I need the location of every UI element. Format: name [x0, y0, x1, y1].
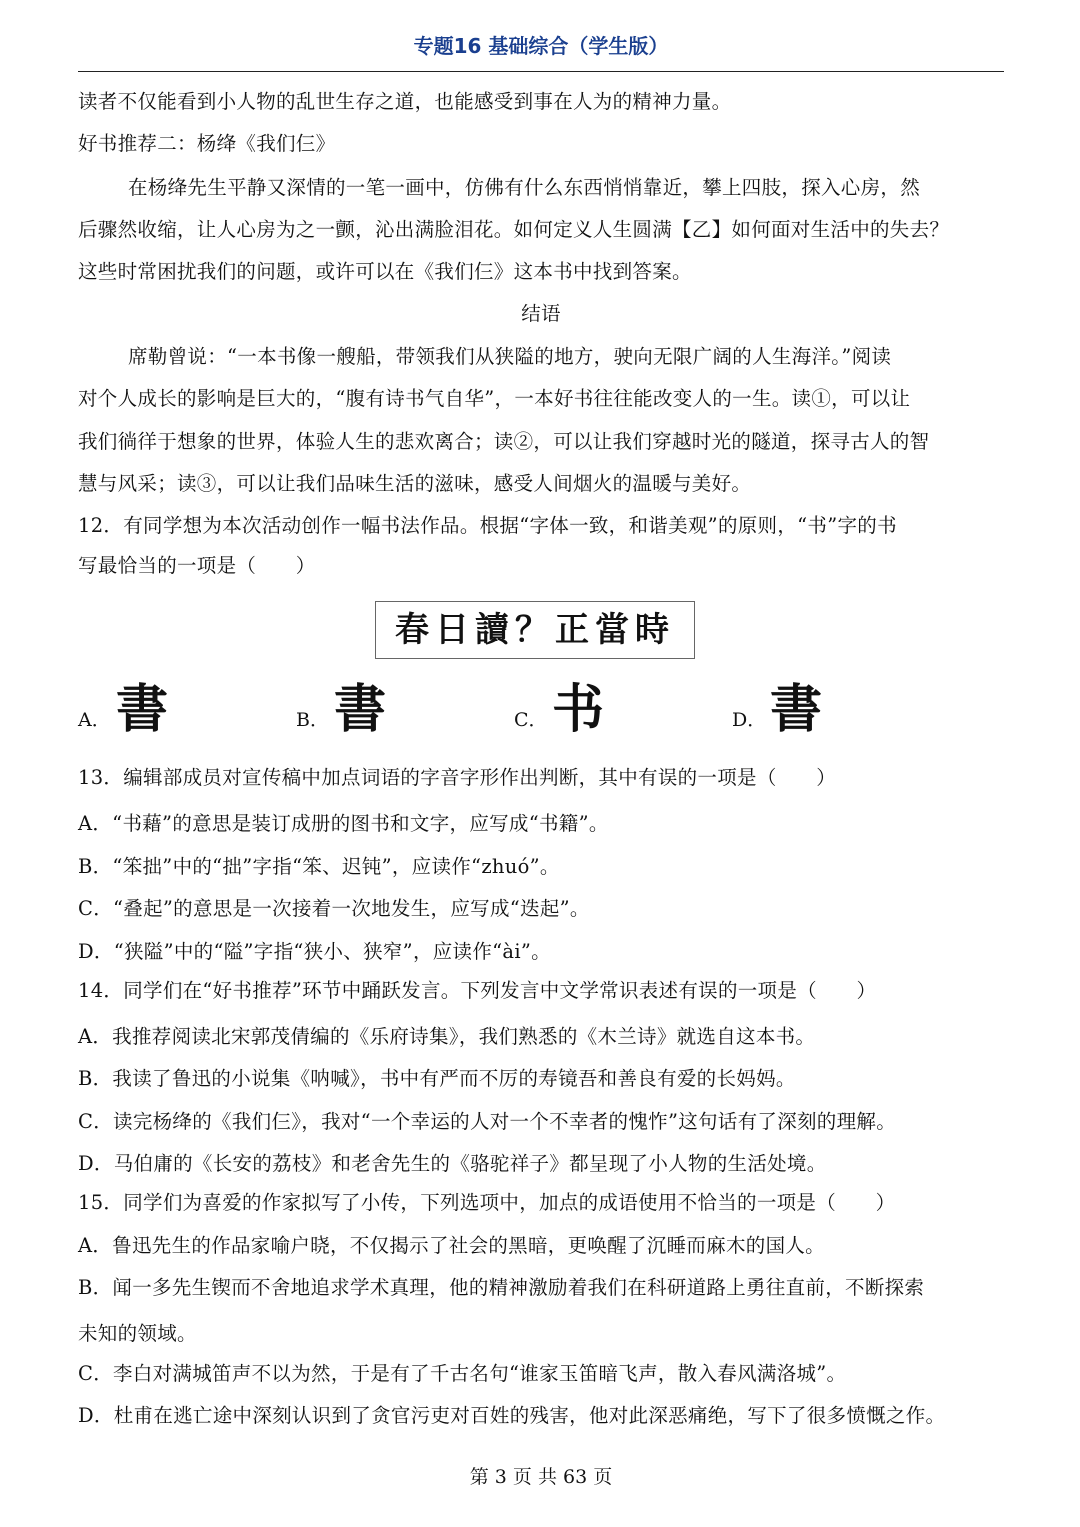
text-line: 我们徜徉于想象的世界，体验人生的悲欢离合；读②，可以让我们穿越时光的隧道，探寻古人的智 — [78, 430, 930, 453]
text-line: A．鲁迅先生的作品家喻户晓，不仅揭示了社会的黑暗，更唤醒了沉睡而麻木的国人。 — [78, 1234, 825, 1257]
text-line: 对个人成长的影响是巨大的，“腹有诗书气自华”，一本好书往往能改变人的一生。读①，可以让 — [78, 387, 911, 410]
text-line: 12．有同学想为本次活动创作一幅书法作品。根据“字体一致，和谐美观”的原则，“书”字的书 — [78, 514, 897, 537]
text-line: D．马伯庸的《长安的荔枝》和老舍先生的《骆驼祥子》都呈现了小人物的生活处境。 — [78, 1152, 827, 1175]
calligraphy-glyph: 書 — [116, 679, 169, 740]
text-line: B．闻一多先生锲而不舍地追求学术真理，他的精神激励着我们在科研道路上勇往直前，不断探索 — [78, 1276, 925, 1299]
option-label: C． — [514, 709, 548, 731]
text-line: D．“狭隘”中的“隘”字指“狭小、狭窄”，应读作“ài”。 — [78, 940, 551, 963]
text-line: A．我推荐阅读北宋郭茂倩编的《乐府诗集》，我们熟悉的《木兰诗》就选自这本书。 — [78, 1025, 816, 1048]
text-line: C．读完杨绛的《我们仨》，我对“一个幸运的人对一个不幸者的愧怍”这句话有了深刻的理解。 — [78, 1110, 897, 1133]
text-line: 慧与风采；读③，可以让我们品味生活的滋味，感受人间烟火的温暖与美好。 — [78, 472, 752, 495]
text-line: 后骤然收缩，让人心房为之一颤，沁出满脸泪花。如何定义人生圆满【乙】如何面对生活中的失去？ — [78, 218, 950, 241]
text-line: C．“叠起”的意思是一次接着一次地发生，应写成“迭起”。 — [78, 897, 590, 920]
calligraphy-glyph: 書 — [770, 679, 823, 740]
calligraphy-glyph: 書 — [334, 679, 387, 740]
option-label: D． — [732, 709, 767, 731]
text-line: 在杨绛先生平静又深情的一笔一画中，仿佛有什么东西悄悄靠近，攀上四肢，探入心房，然 — [128, 176, 921, 199]
text-line: 14．同学们在“好书推荐”环节中踊跃发言。下列发言中文学常识表述有误的一项是（ ） — [78, 979, 877, 1002]
calligraphy-glyph: 书 — [552, 679, 605, 740]
section-heading: 结语 — [521, 302, 561, 325]
text-line: 写最恰当的一项是（ ） — [78, 554, 316, 577]
page-header-title: 专题16 基础综合（学生版） — [413, 34, 669, 58]
text-line: 未知的领域。 — [78, 1322, 197, 1345]
text-line: 好书推荐二：杨绛《我们仨》 — [78, 132, 336, 155]
text-line: D．杜甫在逃亡途中深刻认识到了贪官污吏对百姓的残害，他对此深恶痛绝，写下了很多愤慨之作。 — [78, 1404, 946, 1427]
text-line: 13．编辑部成员对宣传稿中加点词语的字音字形作出判断，其中有误的一项是（ ） — [78, 766, 837, 789]
option-label: B． — [296, 709, 329, 731]
header-divider — [78, 71, 1004, 72]
page-footer: 第 3 页 共 63 页 — [469, 1466, 613, 1488]
calligraphy-sample: 春日讀？正當時 — [375, 601, 695, 659]
option-label: A． — [78, 709, 111, 731]
text-line: A．“书藉”的意思是装订成册的图书和文字，应写成“书籍”。 — [78, 812, 609, 835]
text-line: C．李白对满城笛声不以为然，于是有了千古名句“谁家玉笛暗飞声，散入春风满洛城”。 — [78, 1362, 847, 1385]
text-line: B．“笨拙”中的“拙”字指“笨、迟钝”，应读作“zhuó”。 — [78, 855, 560, 878]
text-line: B．我读了鲁迅的小说集《呐喊》，书中有严而不厉的寿镜吾和善良有爱的长妈妈。 — [78, 1067, 796, 1090]
text-line: 读者不仅能看到小人物的乱世生存之道，也能感受到事在人为的精神力量。 — [78, 90, 732, 113]
text-line: 这些时常困扰我们的问题，或许可以在《我们仨》这本书中找到答案。 — [78, 260, 692, 283]
text-line: 15．同学们为喜爱的作家拟写了小传，下列选项中，加点的成语使用不恰当的一项是（ ） — [78, 1191, 896, 1214]
text-line: 席勒曾说：“一本书像一艘船，带领我们从狭隘的地方，驶向无限广阔的人生海洋。”阅读 — [128, 345, 892, 368]
